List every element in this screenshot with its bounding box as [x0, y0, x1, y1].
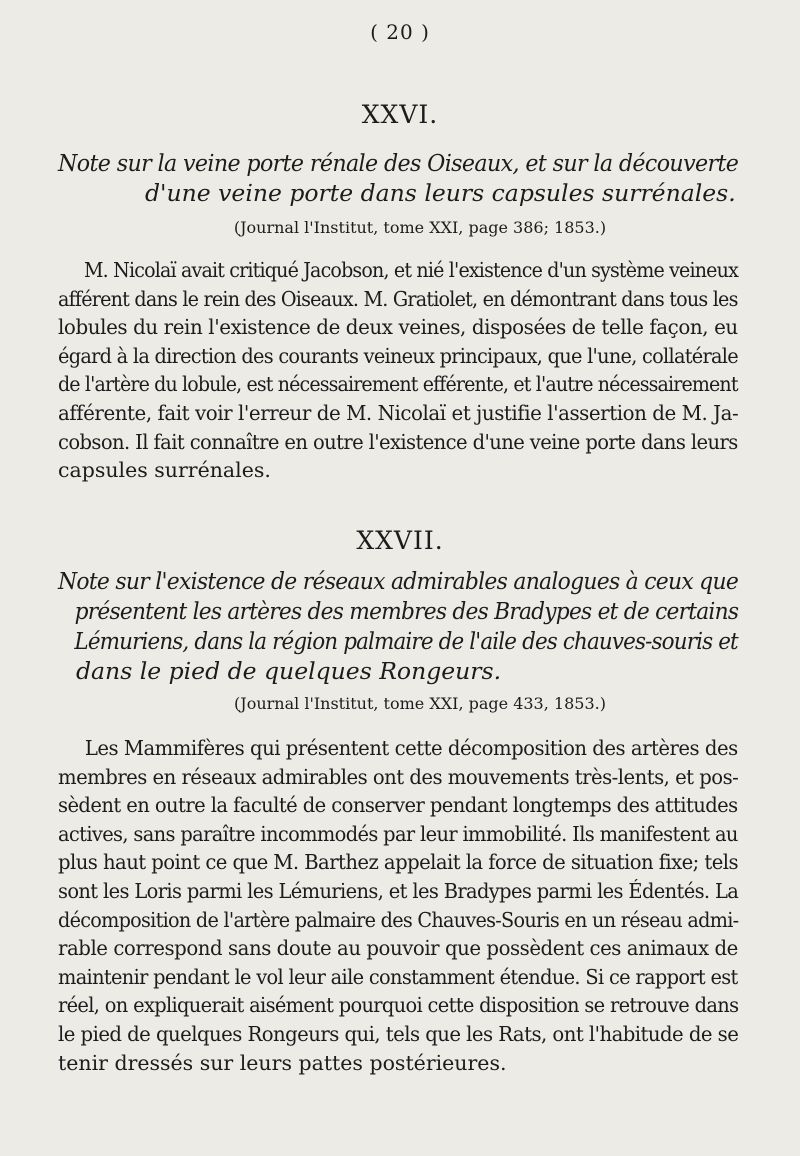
section-26-numeral: XXVI.	[361, 100, 439, 129]
body-line: M. Nicolaï avait critiqué Jacobson, et nié l'existence d'un système veineux	[84, 258, 738, 282]
section-27-numeral: XXVII.	[356, 526, 444, 555]
section-27-title	[58, 566, 738, 686]
section-26-body	[58, 256, 738, 485]
body-line: actives, sans paraître incommodés par leur immobilité. Ils manifestent au	[58, 821, 738, 846]
body-line: le pied de quelques Rongeurs qui, tels que les Rats, ont l'habitude de se	[58, 1021, 739, 1046]
body-line: lobules du rein l'existence de deux veines, disposées de telle façon, eu	[58, 315, 738, 340]
section-26-source: (Journal l'Institut, tome XXI, page 386; 1853.)	[233, 218, 607, 237]
body-line: plus haut point ce que M. Barthez appelait la force de situation fixe; tels	[58, 850, 739, 875]
body-line: cobson. Il fait connaître en outre l'existence d'une veine porte dans leurs	[58, 429, 738, 454]
body-line: capsules surrénales.	[58, 458, 271, 483]
section-27-title-line: présentent les artères des membres des Bradypes et de certains	[74, 597, 739, 625]
body-line: tenir dressés sur leurs pattes postérieures.	[58, 1050, 507, 1075]
section-26-title-line: d'une veine porte dans leurs capsules surrénales.	[145, 179, 736, 207]
section-26-title-line: Note sur la veine porte rénale des Oiseaux, et sur la découverte	[58, 149, 739, 177]
body-line: sèdent en outre la faculté de conserver pendant longtemps des attitudes	[58, 793, 738, 818]
body-line: Les Mammifères qui présentent cette décomposition des artères des	[84, 736, 738, 760]
body-line: de l'artère du lobule, est nécessairement efférente, et l'autre nécessairement	[58, 372, 738, 397]
section-27-title-line: dans le pied de quelques Rongeurs.	[76, 657, 502, 685]
body-line: afférente, fait voir l'erreur de M. Nicolaï et justifie l'assertion de M. Ja-	[58, 400, 739, 425]
section-27-title-line: Lémuriens, dans la région palmaire de l'aile des chauves-souris et	[74, 627, 738, 655]
section-27-title-line: Note sur l'existence de réseaux admirables analogues à ceux que	[58, 567, 739, 595]
body-line: maintenir pendant le vol leur aile constamment étendue. Si ce rapport est	[58, 964, 738, 989]
page-number: ( 20 )	[370, 20, 430, 44]
section-27-body	[58, 734, 738, 1077]
body-line: décomposition de l'artère palmaire des Chauves-Souris en un réseau admi-	[58, 907, 739, 932]
body-line: égard à la direction des courants veineux principaux, que l'une, collatérale	[58, 343, 738, 368]
body-line: réel, on expliquerait aisément pourquoi cette disposition se retrouve dans	[58, 993, 739, 1018]
body-line: sont les Loris parmi les Lémuriens, et les Bradypes parmi les Édentés. La	[58, 878, 739, 903]
body-line: membres en réseaux admirables ont des mouvements très-lents, et pos-	[58, 764, 739, 789]
body-line: afférent dans le rein des Oiseaux. M. Gratiolet, en démontrant dans tous les	[58, 286, 738, 311]
body-line: rable correspond sans doute au pouvoir que possèdent ces animaux de	[58, 936, 738, 961]
section-26-title	[58, 148, 738, 208]
section-27-source: (Journal l'Institut, tome XXI, page 433, 1853.)	[234, 694, 606, 713]
